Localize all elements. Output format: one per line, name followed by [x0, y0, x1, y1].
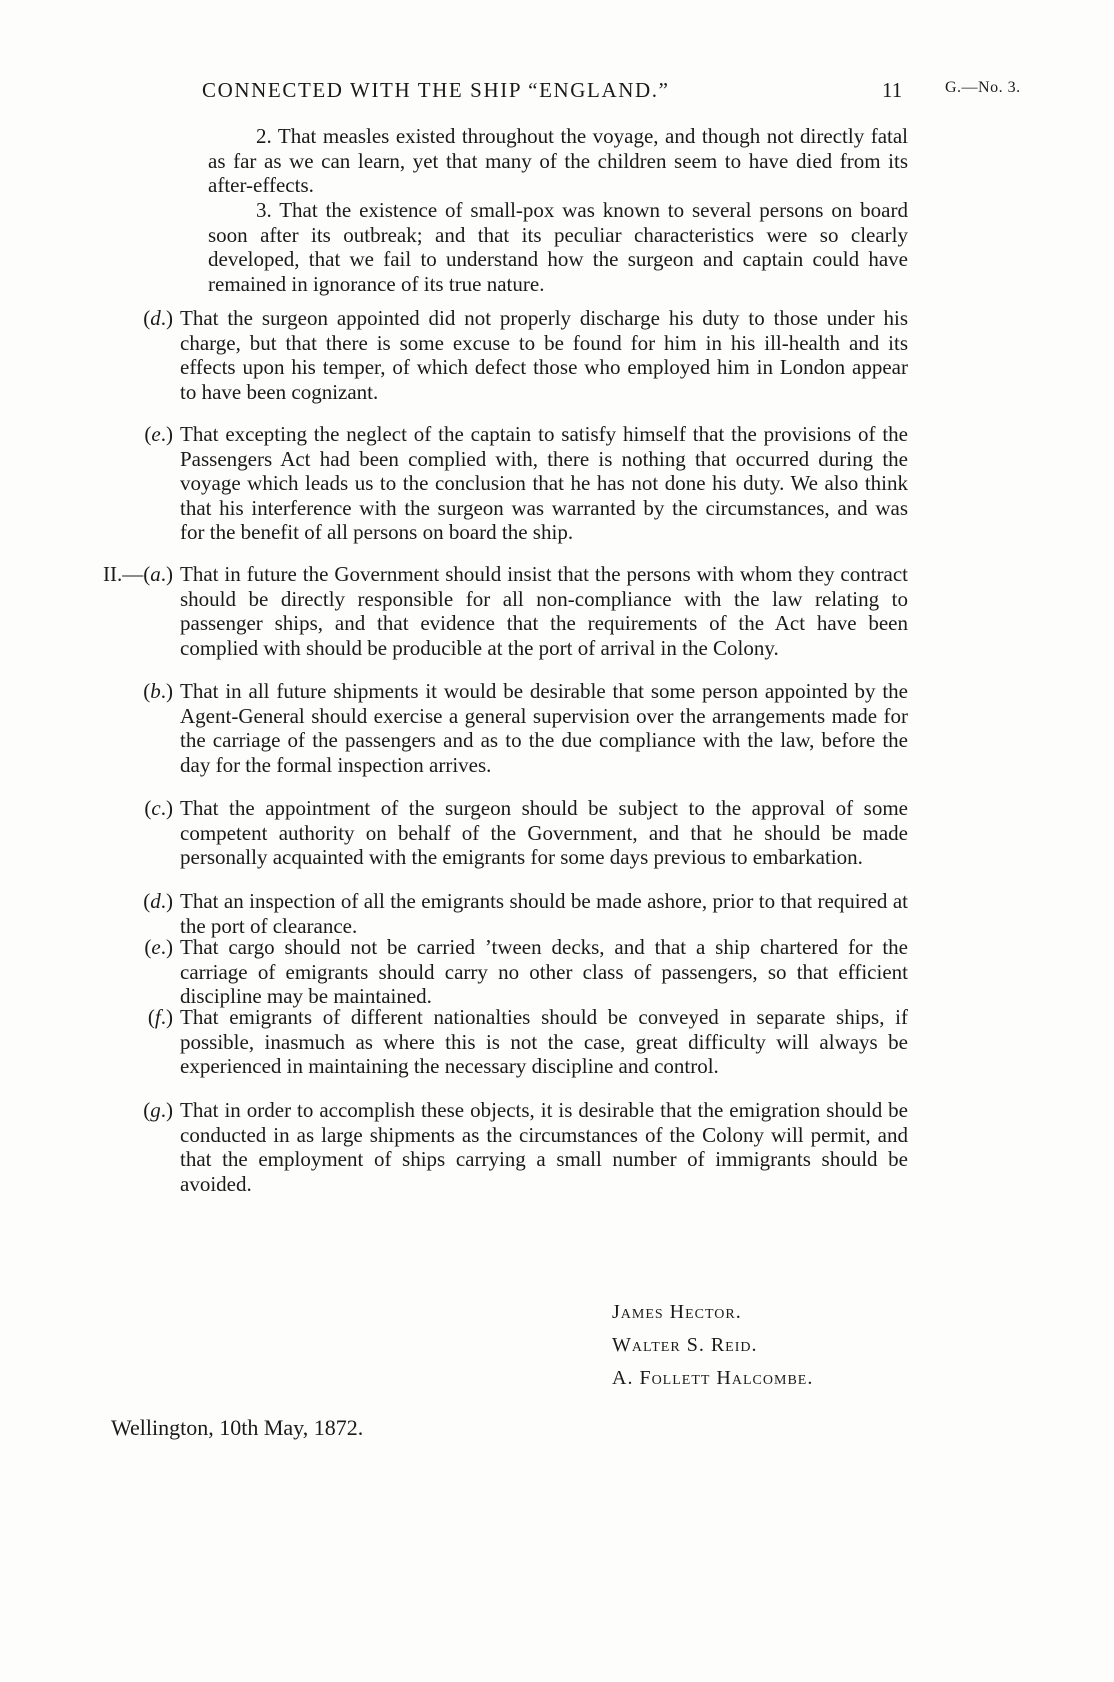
item-label: (d.)	[143, 889, 173, 913]
item-text: That excepting the neglect of the captain to satisfy himself that the provisions of the Passengers Act had been complied with, there is nothing that occurred during the voyage which leads us to the conclusion that he has not done his duty. We also think that his interference with the surgeon was warranted by the circumstances, and was for the benefit of all persons on board the ship.	[180, 422, 908, 545]
paragraph-2: 2. That measles existed throughout the voyage, and though not directly fatal as far as we can learn, yet that many of the children seem to have died from its after-effects.	[208, 124, 908, 198]
item-label: (g.)	[143, 1098, 173, 1122]
item-label: (c.)	[144, 796, 173, 820]
item-text: That the appointment of the surgeon should be subject to the approval of some competent authority on behalf of the Government, and that he should be made personally acquainted with the emigrants for some days previous to embarkation.	[180, 796, 908, 870]
item-label: (b.)	[143, 679, 173, 703]
signature: Walter S. Reid.	[612, 1334, 758, 1356]
item-text: That an inspection of all the emigrants should be made ashore, prior to that required at the port of clearance.	[180, 889, 908, 938]
item-label: (e.)	[144, 935, 173, 959]
signature-block	[612, 1296, 813, 1395]
paragraph-3: 3. That the existence of small-pox was known to several persons on board soon after its outbreak; and that its peculiar characteristics were so clearly developed, that we fail to understand how the surgeon and captain could have remained in ignorance of its true nature.	[208, 198, 908, 296]
page-number: 11	[882, 78, 903, 102]
item-label: (d.)	[143, 306, 173, 330]
item-text: That emigrants of different nationalties should be conveyed in separate ships, if possible, inasmuch as where this is not the case, great difficulty will always be experienced in maintaining the necessary discipline and control.	[180, 1005, 908, 1079]
item-text: That the surgeon appointed did not properly discharge his duty to those under his charge, but that there is some excuse to be found for him in his ill-health and its effects upon his temper, of which defect those who employed him in London appear to have been cognizant.	[180, 306, 908, 404]
item-text: That cargo should not be carried ’tween decks, and that a ship chartered for the carriage of emigrants should carry no other class of passengers, so that efficient discipline may be maintained.	[180, 935, 908, 1009]
item-label: (f.)	[147, 1005, 173, 1029]
place-and-date: Wellington, 10th May, 1872.	[111, 1415, 364, 1440]
item-text: That in order to accomplish these objects, it is desirable that the emigration should be conducted in as large shipments as the circumstances of the Colony will permit, and that the employment of ships carrying a small number of immigrants should be avoided.	[180, 1098, 908, 1196]
page-header	[0, 78, 1114, 108]
document-reference: G.—No. 3.	[945, 79, 1021, 96]
item-text: That in all future shipments it would be desirable that some person appointed by the Agent-General should exercise a general supervision over the arrangements made for the carriage of the passengers and as to the due compliance with the law, before the day for the formal inspection arrives.	[180, 679, 908, 777]
signature: James Hector.	[612, 1301, 742, 1323]
item-label: II.—(a.)	[103, 562, 173, 586]
item-label: (e.)	[144, 422, 173, 446]
signature: A. Follett Halcombe.	[612, 1367, 814, 1389]
running-title: CONNECTED WITH THE SHIP “ENGLAND.”	[202, 78, 670, 102]
item-text: That in future the Government should insist that the persons with whom they contract should be directly responsible for all non-compliance with the law relating to passenger ships, and that evidence that the requirements of the Act have been complied with should be producible at the port of arrival in the Colony.	[180, 562, 908, 660]
